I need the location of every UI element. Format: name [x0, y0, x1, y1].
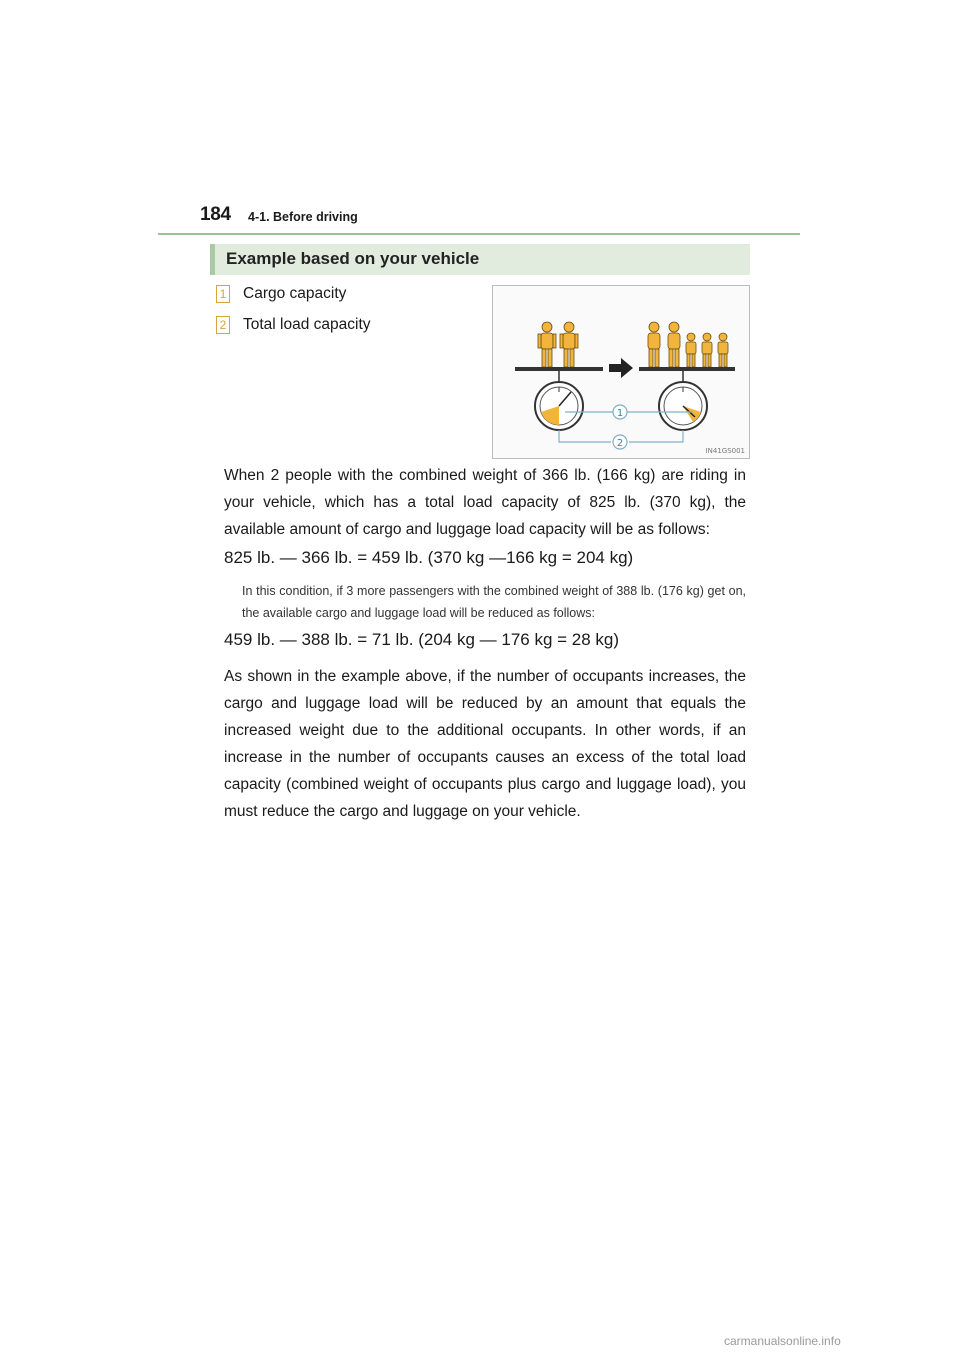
callout-number-2: 2	[216, 316, 230, 334]
legend-label: Cargo capacity	[243, 285, 347, 302]
gauge-right	[659, 382, 707, 430]
gauge-left	[535, 382, 583, 430]
header-divider	[158, 233, 800, 235]
page-number: 184	[200, 204, 231, 225]
body-paragraph-1: When 2 people with the combined weight of 366 lb. (166 kg) are riding in your vehicle, which has a total load capacity of 825 lb. (370 kg), the available amount of cargo and luggage load capacity will be as follows:	[224, 467, 746, 538]
people-icon-left	[538, 322, 578, 367]
note-paragraph: In this condition, if 3 more passengers with the combined weight of 388 lb. (176 kg) get on, the available cargo and luggage load will be reduced as follows:	[242, 584, 746, 620]
footer-watermark: carmanualsonline.info	[724, 1334, 841, 1348]
people-icon-right	[648, 322, 728, 367]
section-title: 4-1. Before driving	[248, 210, 358, 224]
callout-1-label: 1	[616, 408, 624, 419]
example-heading-box	[210, 244, 750, 275]
example-heading: Example based on your vehicle	[226, 249, 480, 268]
platform-right	[639, 367, 735, 371]
legend-label: Total load capacity	[243, 316, 371, 333]
formula-2: 459 lb. — 388 lb. = 71 lb. (204 kg — 176 kg = 28 kg)	[224, 630, 620, 649]
callout-2-label: 2	[616, 438, 624, 449]
illustration-graphic	[493, 286, 749, 458]
arrow-right-icon	[609, 358, 633, 378]
platform-left	[515, 367, 603, 371]
illustration-code: IN41GS001	[705, 447, 745, 455]
load-capacity-illustration	[492, 285, 750, 459]
callout-number-1: 1	[216, 285, 230, 303]
formula-1: 825 lb. — 366 lb. = 459 lb. (370 kg —166 kg = 204 kg)	[224, 548, 634, 567]
body-paragraph-2: As shown in the example above, if the number of occupants increases, the cargo and luggage load will be reduced by an amount that equals the increased weight due to the additional occupants. In other words, if an increase in the number of occupants causes an excess of the total load capacity (combined weight of occupants plus cargo and luggage load), you must reduce the cargo and luggage on your vehicle.	[224, 668, 746, 820]
